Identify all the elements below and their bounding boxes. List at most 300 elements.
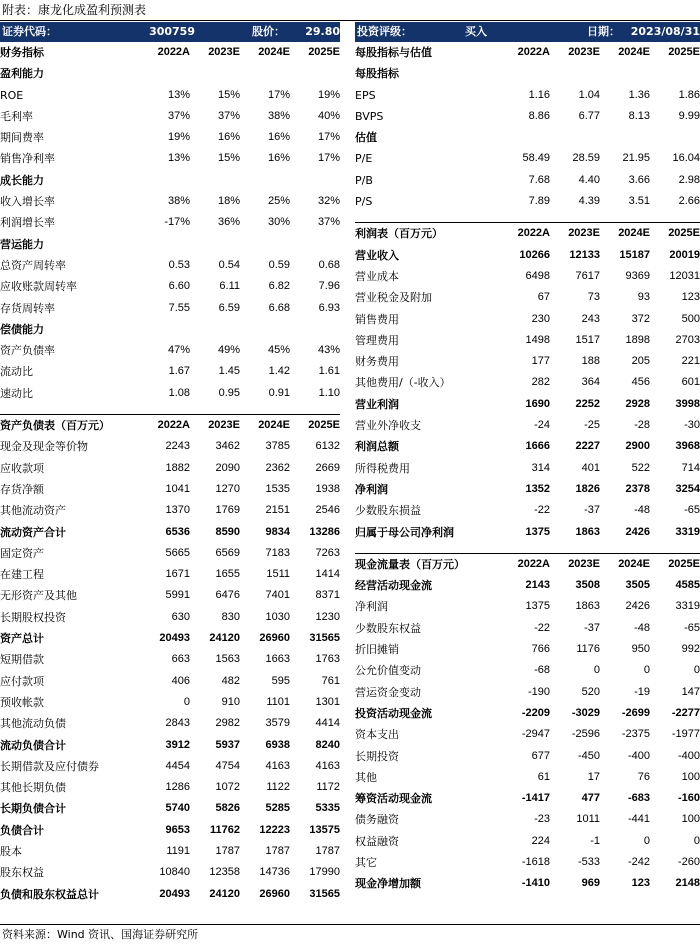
cell-value: 6.82 <box>268 280 290 293</box>
cell-value: 2703 <box>675 333 700 346</box>
row-label: 毛利率 <box>0 109 33 123</box>
cell-value: 2546 <box>315 504 340 517</box>
row-label: 股本 <box>0 844 22 858</box>
cell-value: 2362 <box>265 461 290 474</box>
section-heading: 成长能力 <box>0 173 44 187</box>
year-header: 2023E <box>568 227 600 240</box>
cell-value: 1375 <box>525 600 550 613</box>
table-row <box>0 85 340 106</box>
cell-value: 0 <box>643 664 650 677</box>
cell-value: 8371 <box>315 589 340 602</box>
row-label: 期间费率 <box>0 131 44 145</box>
cell-value: 43% <box>317 344 340 357</box>
cell-value: 1663 <box>265 653 290 666</box>
cell-value: 0 <box>693 834 700 847</box>
cell-value: 28.59 <box>572 152 600 165</box>
row-label: 流动负债合计 <box>0 738 66 752</box>
cell-value: 1.04 <box>578 88 600 101</box>
table-row <box>0 458 340 479</box>
is-header <box>355 222 700 244</box>
cell-value: 1863 <box>575 600 600 613</box>
table-row <box>0 585 340 606</box>
cell-value: 477 <box>581 792 600 805</box>
cell-value: 0 <box>693 664 700 677</box>
cell-value: 14736 <box>259 866 290 879</box>
table-row <box>0 543 340 564</box>
cell-value: 1172 <box>316 781 340 794</box>
cell-value: -22 <box>534 504 550 517</box>
table-row <box>0 649 340 670</box>
cell-value: 100 <box>681 770 700 783</box>
cell-value: 1101 <box>266 695 290 708</box>
cell-value: -2277 <box>671 706 700 719</box>
cell-value: 5937 <box>215 738 240 751</box>
table-row <box>0 692 340 713</box>
section-heading: 偿债能力 <box>0 322 44 336</box>
cell-value: 1.45 <box>218 365 240 378</box>
table-row <box>355 170 700 191</box>
cell-value: 910 <box>221 695 240 708</box>
cell-value: 2148 <box>675 877 700 890</box>
cell-value: -2596 <box>571 728 600 741</box>
cell-value: 6.11 <box>219 280 240 293</box>
row-label: 总资产周转率 <box>0 258 66 272</box>
row-label: 应付款项 <box>0 674 44 688</box>
cell-value: 761 <box>321 674 340 687</box>
cell-value: 8590 <box>215 525 240 538</box>
cell-value: 992 <box>681 643 700 656</box>
financial-indicators <box>0 63 340 404</box>
cell-value: 1863 <box>575 525 600 538</box>
year-header: 2024E <box>618 557 650 570</box>
cell-value: 2090 <box>215 461 240 474</box>
cell-value: 37% <box>317 216 340 229</box>
cell-value: 6.59 <box>218 301 240 314</box>
cell-value: 1498 <box>525 333 550 346</box>
table-row <box>0 798 340 819</box>
per-share-valuation <box>355 63 700 212</box>
cell-value: 6938 <box>265 738 290 751</box>
year-header: 2022A <box>517 46 550 58</box>
table-row <box>355 788 700 809</box>
cell-value: 950 <box>631 643 650 656</box>
code-label: 证券代码： <box>2 25 57 38</box>
cell-value: 1.16 <box>528 88 550 101</box>
table-row <box>355 191 700 212</box>
cell-value: -242 <box>627 855 650 868</box>
table-row <box>0 479 340 500</box>
table-row <box>355 287 700 308</box>
table-row <box>0 713 340 734</box>
row-label: 无形资产及其他 <box>0 589 77 603</box>
cell-value: 1301 <box>315 695 340 708</box>
source-note: 资料来源：Wind 资讯、国海证券研究所 <box>2 928 199 941</box>
cell-value: -23 <box>534 813 550 826</box>
row-label: 净利润 <box>355 600 388 614</box>
section-heading: 每股指标 <box>355 67 399 81</box>
cell-value: 123 <box>631 877 650 890</box>
cell-value: 17% <box>317 131 340 144</box>
cell-value: 20019 <box>669 248 700 261</box>
cell-value: 1.36 <box>628 88 650 101</box>
cell-value: 12358 <box>209 866 240 879</box>
cell-value: 61 <box>537 770 550 783</box>
row-label: 营业外净收支 <box>355 419 421 433</box>
cell-value: 4163 <box>265 759 290 772</box>
cell-value: 3912 <box>165 738 190 751</box>
cell-value: -2375 <box>621 728 650 741</box>
section-heading-row <box>355 127 700 148</box>
cell-value: -19 <box>634 685 650 698</box>
cell-value: 100 <box>681 813 700 826</box>
row-label: 营业收入 <box>355 248 399 262</box>
row-label: 负债和股东权益总计 <box>0 887 99 901</box>
cell-value: 17990 <box>309 866 340 879</box>
cf-title: 现金流量表（百万元） <box>355 557 465 571</box>
cell-value: 221 <box>681 355 700 368</box>
cell-value: 406 <box>171 674 190 687</box>
cell-value: 147 <box>681 685 700 698</box>
row-label: 收入增长率 <box>0 195 55 209</box>
cell-value: 3462 <box>215 440 240 453</box>
year-header: 2022A <box>157 46 190 58</box>
row-label: 资产负债率 <box>0 344 55 358</box>
cell-value: 13% <box>167 88 190 101</box>
cell-value: -30 <box>684 419 700 432</box>
cash-flow-statement <box>355 575 700 894</box>
table-row <box>0 500 340 521</box>
cell-value: 17% <box>317 152 340 165</box>
table-row <box>355 330 700 351</box>
cell-value: -68 <box>534 664 550 677</box>
cell-value: -28 <box>634 419 650 432</box>
table-row <box>355 873 700 894</box>
bs-title: 资产负债表（百万元） <box>0 419 110 433</box>
cell-value: 3968 <box>675 440 700 453</box>
bs-header <box>0 414 340 436</box>
price-label: 股价： <box>252 25 285 38</box>
cell-value: 9369 <box>625 269 650 282</box>
top-rule <box>0 20 700 21</box>
cell-value: 500 <box>681 312 700 325</box>
row-label: 流动资产合计 <box>0 525 66 539</box>
row-label: 其他流动负债 <box>0 717 66 731</box>
cell-value: 47% <box>167 344 190 357</box>
cell-value: 1.61 <box>318 365 340 378</box>
row-label: 长期股权投资 <box>0 610 66 624</box>
cell-value: 401 <box>581 461 600 474</box>
cell-value: 224 <box>531 834 550 847</box>
cell-value: 1352 <box>525 482 550 495</box>
cell-value: 522 <box>631 461 650 474</box>
cell-value: 2143 <box>525 579 550 592</box>
table-row <box>355 85 700 106</box>
cell-value: 7.55 <box>168 301 190 314</box>
cell-value: 205 <box>631 355 650 368</box>
cell-value: 16% <box>267 152 290 165</box>
row-label: 经营活动现金流 <box>355 579 432 593</box>
table-row <box>0 522 340 543</box>
cell-value: 3579 <box>265 717 290 730</box>
cell-value: 830 <box>221 610 240 623</box>
row-label: 利润总额 <box>355 440 399 454</box>
table-row <box>355 596 700 617</box>
row-label: 长期投资 <box>355 749 399 763</box>
cell-value: 4754 <box>215 759 240 772</box>
cell-value: 1.42 <box>268 365 290 378</box>
cell-value: 1517 <box>575 333 600 346</box>
cell-value: 1286 <box>165 781 190 794</box>
table-row <box>0 106 340 127</box>
cell-value: 25% <box>267 195 290 208</box>
row-label: 股东权益 <box>0 866 44 880</box>
cell-value: 45% <box>267 344 290 357</box>
table-row <box>0 255 340 276</box>
cell-value: 1370 <box>165 504 190 517</box>
cell-value: 314 <box>531 461 550 474</box>
table-row <box>355 660 700 681</box>
cell-value: 6498 <box>525 269 550 282</box>
table-row <box>355 106 700 127</box>
cf-header <box>355 553 700 575</box>
right-column <box>355 22 700 895</box>
year-header: 2023E <box>208 46 240 58</box>
cell-value: 7.96 <box>318 280 340 293</box>
cell-value: -2947 <box>521 728 550 741</box>
section-heading-row <box>0 63 340 84</box>
cell-value: 12223 <box>259 823 290 836</box>
left-column <box>0 22 340 905</box>
row-label: 长期负债合计 <box>0 802 66 816</box>
year-header: 2024E <box>618 227 650 240</box>
cell-value: 1787 <box>315 844 340 857</box>
table-row <box>355 394 700 415</box>
row-label: 营业税金及附加 <box>355 291 432 305</box>
cell-value: 19% <box>167 131 190 144</box>
balance-sheet <box>0 436 340 905</box>
row-label: 应收账款周转率 <box>0 280 77 294</box>
cell-value: 20493 <box>159 887 190 900</box>
table-row <box>355 639 700 660</box>
cell-value: 1826 <box>575 482 600 495</box>
year-header: 2022A <box>517 227 550 240</box>
cell-value: 177 <box>531 355 550 368</box>
cell-value: 6569 <box>215 546 240 559</box>
row-label: 权益融资 <box>355 834 399 848</box>
row-label: 筹资活动现金流 <box>355 792 432 806</box>
row-label: 速动比 <box>0 386 33 400</box>
cell-value: 482 <box>221 674 240 687</box>
cell-value: 6476 <box>215 589 240 602</box>
cell-value: 4454 <box>165 759 190 772</box>
cell-value: 40% <box>317 109 340 122</box>
cell-value: 3.66 <box>628 173 650 186</box>
cell-value: -1977 <box>671 728 700 741</box>
cell-value: 58.49 <box>522 152 550 165</box>
cell-value: 2982 <box>215 717 240 730</box>
cell-value: 969 <box>581 877 600 890</box>
table-row <box>0 777 340 798</box>
row-label: 净利润 <box>355 482 388 496</box>
cell-value: 49% <box>217 344 240 357</box>
cell-value: 9653 <box>165 823 190 836</box>
cell-value: -17% <box>164 216 190 229</box>
cell-value: 6.77 <box>578 109 600 122</box>
cell-value: 1191 <box>166 844 190 857</box>
row-label: 债务融资 <box>355 813 399 827</box>
cell-value: 2252 <box>575 397 600 410</box>
table-row <box>355 618 700 639</box>
table-row <box>0 735 340 756</box>
cell-value: 1.08 <box>168 386 190 399</box>
cell-value: 364 <box>581 376 600 389</box>
cell-value: 3319 <box>675 525 700 538</box>
cell-value: 1787 <box>265 844 290 857</box>
cell-value: 16.04 <box>672 152 700 165</box>
cell-value: 3254 <box>675 482 700 495</box>
rating-value: 买入 <box>465 25 487 38</box>
cell-value: 243 <box>581 312 600 325</box>
cell-value: 1414 <box>315 568 340 581</box>
row-label: 现金净增加额 <box>355 877 421 891</box>
cell-value: 13575 <box>309 823 340 836</box>
cell-value: 1898 <box>625 333 650 346</box>
bottom-rule <box>0 924 700 925</box>
year-header: 2023E <box>568 557 600 570</box>
cell-value: -160 <box>677 792 700 805</box>
row-label: 营业利润 <box>355 397 399 411</box>
table-row <box>355 703 700 724</box>
cell-value: 0.54 <box>218 258 240 271</box>
year-header: 2023E <box>208 419 240 432</box>
cell-value: -48 <box>634 621 650 634</box>
ps-title: 每股指标与估值 <box>355 46 432 59</box>
cell-value: -1417 <box>521 792 550 805</box>
row-label: 其他长期负债 <box>0 781 66 795</box>
cell-value: 6.60 <box>168 280 190 293</box>
is-title: 利润表（百万元） <box>355 227 443 241</box>
cell-value: 5740 <box>165 802 190 815</box>
table-row <box>355 351 700 372</box>
row-label: 预收帐款 <box>0 695 44 709</box>
table-row <box>355 682 700 703</box>
table-row <box>0 862 340 883</box>
table-row <box>355 372 700 393</box>
cell-value: 5665 <box>165 546 190 559</box>
cell-value: 7.89 <box>528 195 550 208</box>
cell-value: -450 <box>577 749 600 762</box>
cell-value: 37% <box>217 109 240 122</box>
year-header: 2024E <box>258 419 290 432</box>
cell-value: 2843 <box>165 717 190 730</box>
table-row <box>0 607 340 628</box>
cell-value: 0 <box>183 695 190 708</box>
rating-label: 投资评级： <box>357 25 412 38</box>
cell-value: 123 <box>681 291 700 304</box>
cell-value: 714 <box>681 461 700 474</box>
row-label: 存货净额 <box>0 482 44 496</box>
table-row <box>355 436 700 457</box>
cell-value: 15% <box>217 88 240 101</box>
cell-value: 2928 <box>625 397 650 410</box>
cell-value: 67 <box>537 291 550 304</box>
table-row <box>0 820 340 841</box>
cell-value: 3.51 <box>628 195 650 208</box>
row-label: 存货周转率 <box>0 301 55 315</box>
row-label: 利润增长率 <box>0 216 55 230</box>
cell-value: 12031 <box>669 269 700 282</box>
cell-value: 5285 <box>265 802 290 815</box>
table-row <box>0 127 340 148</box>
row-label: P/E <box>355 152 373 166</box>
cell-value: 26960 <box>259 887 290 900</box>
date-value: 2023/08/31 <box>630 25 700 38</box>
cell-value: -400 <box>627 749 650 762</box>
cell-value: 38% <box>167 195 190 208</box>
cell-value: 6132 <box>315 440 340 453</box>
row-label: 其它 <box>355 855 377 869</box>
cell-value: 0 <box>643 834 650 847</box>
cell-value: 1769 <box>215 504 240 517</box>
cell-value: 1176 <box>576 643 600 656</box>
section-heading-row <box>0 319 340 340</box>
cell-value: 93 <box>637 291 650 304</box>
row-label: 公允价值变动 <box>355 664 421 678</box>
row-label: 资产总计 <box>0 632 44 646</box>
cell-value: 282 <box>531 376 550 389</box>
cell-value: 4414 <box>315 717 340 730</box>
cell-value: -37 <box>584 621 600 634</box>
table-row <box>355 148 700 169</box>
row-label: 营运资金变动 <box>355 685 421 699</box>
cell-value: -1618 <box>521 855 550 868</box>
cell-value: 6.93 <box>318 301 340 314</box>
cell-value: -65 <box>684 621 700 634</box>
row-label: 现金及现金等价物 <box>0 440 88 454</box>
cell-value: 3998 <box>675 397 700 410</box>
cell-value: -2699 <box>621 706 650 719</box>
table-row <box>355 522 700 543</box>
cell-value: 7617 <box>575 269 600 282</box>
cell-value: 2227 <box>575 440 600 453</box>
table-row <box>355 809 700 830</box>
cell-value: 11762 <box>210 823 240 836</box>
cell-value: 3505 <box>625 579 650 592</box>
row-label: 其他费用/（-收入） <box>355 376 451 390</box>
row-label: 长期借款及应付债券 <box>0 759 99 773</box>
cell-value: 4.39 <box>578 195 600 208</box>
cell-value: 1.86 <box>678 88 700 101</box>
table-row <box>355 415 700 436</box>
cell-value: 0.95 <box>218 386 240 399</box>
cell-value: -24 <box>534 419 550 432</box>
cell-value: 188 <box>581 355 600 368</box>
cell-value: 31565 <box>309 632 340 645</box>
cell-value: 8.13 <box>628 109 650 122</box>
cell-value: 0.91 <box>268 386 290 399</box>
cell-value: 4585 <box>675 579 700 592</box>
cell-value: 1122 <box>266 781 290 794</box>
row-label: 其他流动资产 <box>0 504 66 518</box>
cell-value: -2209 <box>521 706 550 719</box>
cell-value: 18% <box>217 195 240 208</box>
cell-value: 2151 <box>265 504 290 517</box>
section-heading-row <box>355 63 700 84</box>
cell-value: 1511 <box>266 568 290 581</box>
cell-value: 1671 <box>165 568 190 581</box>
cell-value: 520 <box>581 685 600 698</box>
cell-value: 0.68 <box>318 258 340 271</box>
